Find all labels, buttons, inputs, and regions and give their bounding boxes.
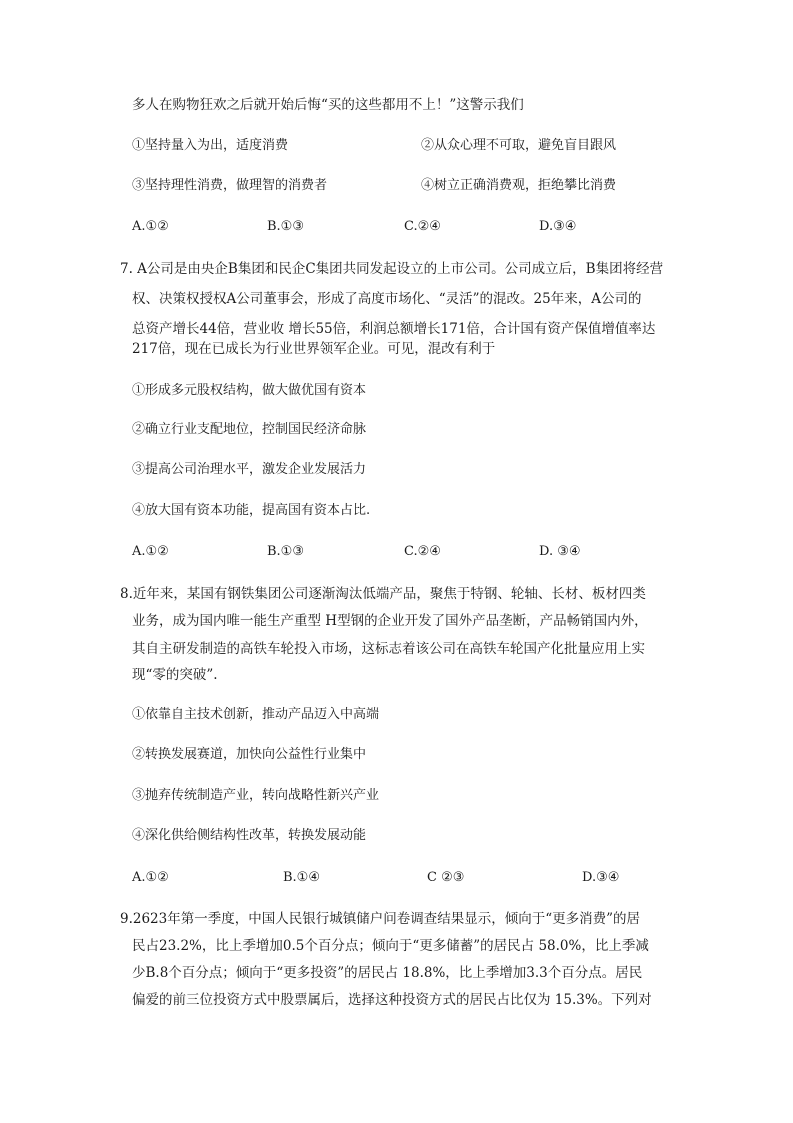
q7-option-4: ④放大国有资本功能，提高国有资本占比.	[132, 503, 371, 518]
q6-option-1: ①坚持量入为出，适度消费	[132, 138, 289, 153]
q8-option-1: ①依靠自主技术创新，推动产品迈入中高端	[132, 707, 380, 722]
q8-stem-line-2: 业务，成为国内唯一能生产重型 H型钢的企业开发了国外产品垄断，产品畅销国内外，	[132, 613, 648, 629]
q9-stem-line-3: 少B.8个百分点；倾向于“更多投资”的居民占 18.8%，比上季增加3.3个百分点。居民	[132, 965, 643, 981]
q7-option-3: ③提高公司治理水平，激发企业发展活力	[132, 462, 367, 477]
q8-stem-line-4: 现“零的突破”.	[132, 667, 218, 683]
q7-choice-c: C.②④	[404, 544, 441, 559]
q6-option-2: ②从众心理不可取，避免盲目跟风	[421, 138, 617, 153]
q9-stem-line-4: 偏爱的前三位投资方式中股票属后，选择这种投资方式的居民占比仅为 15.3%。下列对	[132, 992, 652, 1008]
q6-option-3: ③坚持理性消费，做理智的消费者	[132, 178, 328, 193]
q8-choice-a: A.①②	[132, 870, 169, 885]
q8-stem-line-3: 其自主研发制造的高铁车轮投入市场，这标志着该公司在高铁车轮国产化批量应用上实	[132, 641, 645, 657]
q7-choice-d: D. ③④	[539, 544, 581, 559]
q8-choice-c: C ②③	[427, 870, 465, 885]
q8-option-3: ③抛弃传统制造产业，转向战略性新兴产业	[132, 788, 380, 803]
q7-stem-line-3: 总资产增长44倍，营业收 增长55倍，利润总额增长171倍，合计国有资产保值增值率达	[132, 321, 656, 337]
q6-choice-d: D.③④	[539, 219, 577, 234]
q7-stem-line-2: 权、决策权授权A公司董事会，形成了高度市场化、“灵活”的混改。25年来，A公司的	[132, 291, 642, 307]
q7-choice-b: B.①③	[267, 544, 304, 559]
q8-stem-line-1: 8.近年来，某国有钢铁集团公司逐渐淘汰低端产品，聚焦于特钢、轮轴、长材、板材四类	[120, 586, 646, 602]
q8-choice-b: B.①④	[283, 870, 320, 885]
q6-option-4: ④树立正确消费观，拒绝攀比消费	[421, 178, 617, 193]
q8-option-4: ④深化供给侧结构性改革，转换发展动能	[132, 828, 367, 843]
q7-stem-line-1: 7. A公司是由央企B集团和民企C集团共同发起设立的上市公司。公司成立后，B集团将经营	[120, 261, 664, 277]
q7-stem-line-4: 217倍，现在已成长为行业世界领军企业。可见，混改有利于	[132, 341, 496, 357]
q7-choice-a: A.①②	[132, 544, 169, 559]
q6-choice-b: B.①③	[267, 219, 304, 234]
q9-stem-line-1: 9.2623年第一季度，中国人民银行城镇储户问卷调查结果显示，倾向于“更多消费”的居	[120, 911, 641, 927]
q7-option-2: ②确立行业支配地位，控制国民经济命脉	[132, 422, 367, 437]
q8-choice-d: D.③④	[582, 870, 620, 885]
question-6-stem-continuation: 多人在购物狂欢之后就开始后悔“买的这些都用不上！”这警示我们	[132, 97, 524, 113]
q6-choice-a: A.①②	[132, 219, 169, 234]
q7-option-1: ①形成多元股权结构，做大做优国有资本	[132, 383, 367, 398]
q8-option-2: ②转换发展赛道，加快向公益性行业集中	[132, 747, 367, 762]
q9-stem-line-2: 民占23.2%，比上季增加0.5个百分点；倾向于“更多储蓄”的居民占 58.0%，比上季减	[132, 938, 649, 954]
q6-choice-c: C.②④	[404, 219, 441, 234]
